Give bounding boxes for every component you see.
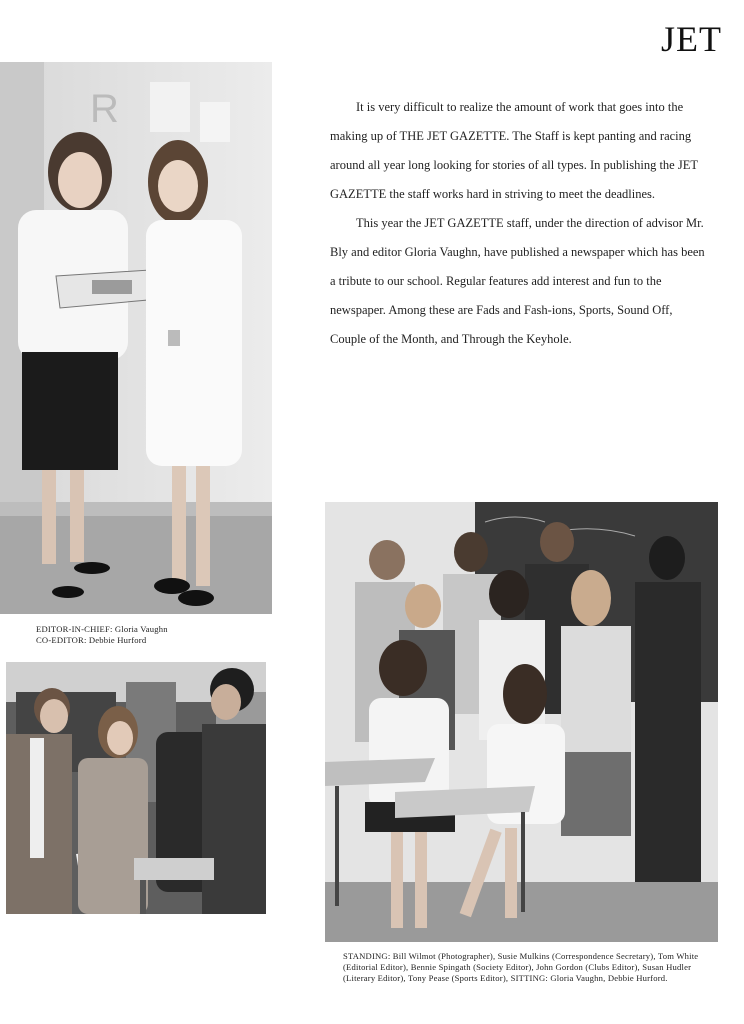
editors-caption: [36, 624, 276, 646]
article-paragraph: It is very difficult to realize the amount of work that goes into the making up of THE JET GAZETTE. The Staff is kept panting and racing around all year long looking for stories of all types. In publishing the JET GAZETTE the staff works hard in striving to meet the deadlines.: [330, 100, 698, 201]
co-editor-line: CO-EDITOR: Debbie Hurford: [36, 635, 147, 645]
article-paragraph: This year the JET GAZETTE staff, under the direction of advisor Mr. Bly and editor Gloria Vaughn, have published a newspaper which has been a tribute to our school. Regular features add interest and fun to the newspaper. Among these are Fads and Fash-ions, Sports, Sound Off, Couple of the Month, and Through the Keyhole.: [330, 216, 705, 346]
article-body: [330, 93, 710, 354]
office-photo: [6, 662, 266, 914]
page-title: JET: [661, 19, 722, 59]
editor-in-chief-line: EDITOR-IN-CHIEF: Gloria Vaughn: [36, 624, 168, 634]
staff-group-photo: [325, 502, 718, 942]
staff-caption: STANDING: Bill Wilmot (Photographer), Susie Mulkins (Correspondence Secretary), Tom White (Editorial Editor), Bennie Spingath (Society Editor), John Gordon (Clubs Editor), Susan Hudler (Literary Editor), Tony Pease (Sports Editor), SITTING: Gloria Vaughn, Debbie Hurford.: [343, 951, 699, 983]
svg-text:R: R: [90, 87, 119, 131]
editors-photo: [0, 62, 272, 614]
